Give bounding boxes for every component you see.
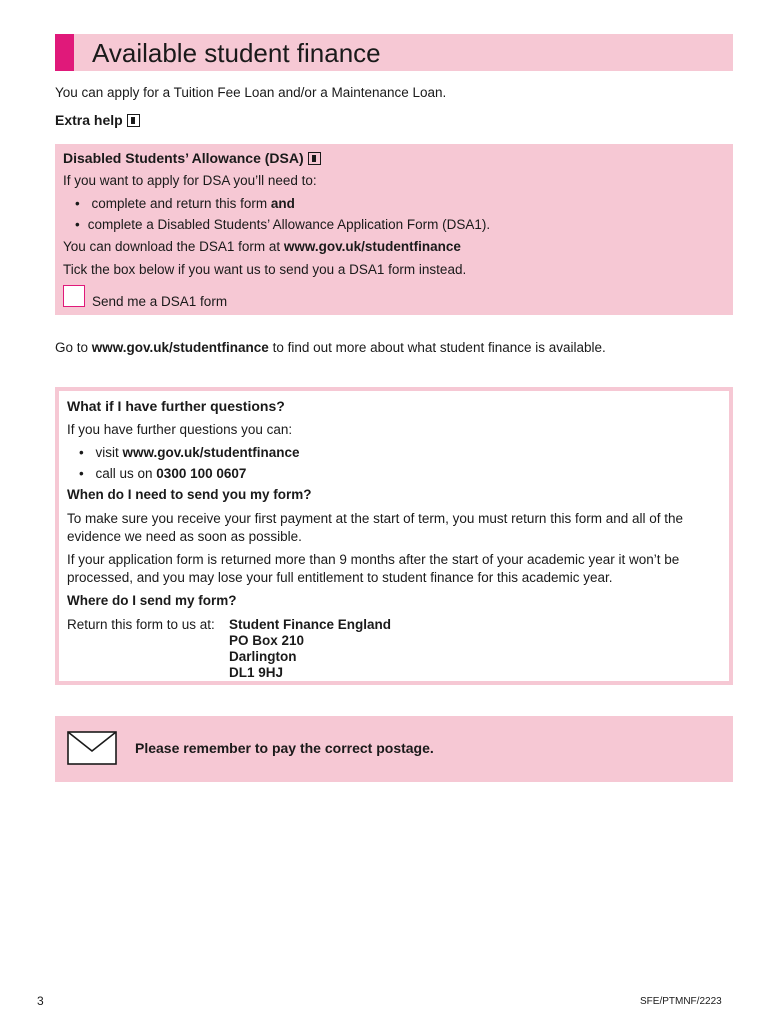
call-bullet bbox=[79, 466, 246, 481]
phone-number: 0300 100 0607 bbox=[156, 466, 247, 481]
when-paragraph-1: To make sure you receive your first payment at the start of term, you must return this form and all of the evidence we need as soon as possible. bbox=[67, 511, 684, 544]
envelope-icon bbox=[67, 731, 117, 765]
page-title: Available student finance bbox=[92, 38, 381, 68]
dsa-download-text: You can download the DSA1 form at bbox=[63, 239, 284, 254]
dsa-bullet-1-bold: and bbox=[270, 196, 295, 211]
intro-text: You can apply for a Tuition Fee Loan and/or a Maintenance Loan. bbox=[55, 85, 447, 100]
call-prefix: call us on bbox=[95, 466, 157, 481]
page-number: 3 bbox=[37, 994, 44, 1008]
address-line: PO Box 210 bbox=[229, 633, 305, 648]
when-heading: When do I need to send you my form? bbox=[67, 487, 312, 502]
questions-lead: If you have further questions you can: bbox=[67, 422, 293, 437]
extra-help-label: Extra help bbox=[55, 112, 123, 128]
return-label: Return this form to us at: bbox=[67, 617, 215, 632]
when-paragraph-2: If your application form is returned more than 9 months after the start of your academic year it won’t be processed, and you may lose your full entitlement to student finance for this academic year. bbox=[67, 552, 680, 585]
dsa-heading bbox=[63, 150, 321, 166]
goto-link[interactable]: www.gov.uk/studentfinance bbox=[91, 340, 269, 355]
where-heading: Where do I send my form? bbox=[67, 593, 237, 608]
send-dsa1-label: Send me a DSA1 form bbox=[92, 294, 228, 309]
address-line: Darlington bbox=[229, 649, 297, 664]
postage-panel bbox=[55, 716, 733, 782]
postage-reminder: Please remember to pay the correct postage. bbox=[135, 740, 434, 756]
address-block bbox=[229, 617, 391, 681]
info-icon bbox=[127, 114, 140, 127]
dsa-tick-instruction: Tick the box below if you want us to send you a DSA1 form instead. bbox=[63, 262, 467, 277]
extra-help-heading bbox=[55, 112, 140, 128]
dsa-panel bbox=[55, 144, 733, 315]
info-icon bbox=[308, 152, 321, 165]
dsa-bullet-1-text: complete and return this form bbox=[91, 196, 271, 211]
dsa-bullet-2: • complete a Disabled Students’ Allowance Application Form (DSA1). bbox=[75, 217, 490, 232]
goto-line bbox=[55, 340, 606, 355]
address-line: Student Finance England bbox=[229, 617, 392, 632]
goto-suffix: to find out more about what student finance is available. bbox=[268, 340, 606, 355]
dsa-lead: If you want to apply for DSA you’ll need to: bbox=[63, 173, 317, 188]
goto-prefix: Go to bbox=[55, 340, 92, 355]
send-dsa1-checkbox[interactable] bbox=[63, 285, 85, 307]
visit-link[interactable]: www.gov.uk/studentfinance bbox=[122, 445, 300, 460]
visit-prefix: visit bbox=[95, 445, 123, 460]
title-accent-stripe bbox=[55, 34, 74, 71]
visit-bullet bbox=[79, 445, 300, 460]
questions-heading: What if I have further questions? bbox=[67, 398, 285, 414]
questions-panel bbox=[55, 387, 733, 685]
dsa-bullet-1 bbox=[75, 196, 295, 211]
dsa-download-line bbox=[63, 239, 461, 254]
form-reference: SFE/PTMNF/2223 bbox=[640, 996, 722, 1007]
address-line: DL1 9HJ bbox=[229, 665, 284, 680]
dsa-download-link[interactable]: www.gov.uk/studentfinance bbox=[283, 239, 461, 254]
dsa-heading-text: Disabled Students’ Allowance (DSA) bbox=[63, 150, 304, 166]
